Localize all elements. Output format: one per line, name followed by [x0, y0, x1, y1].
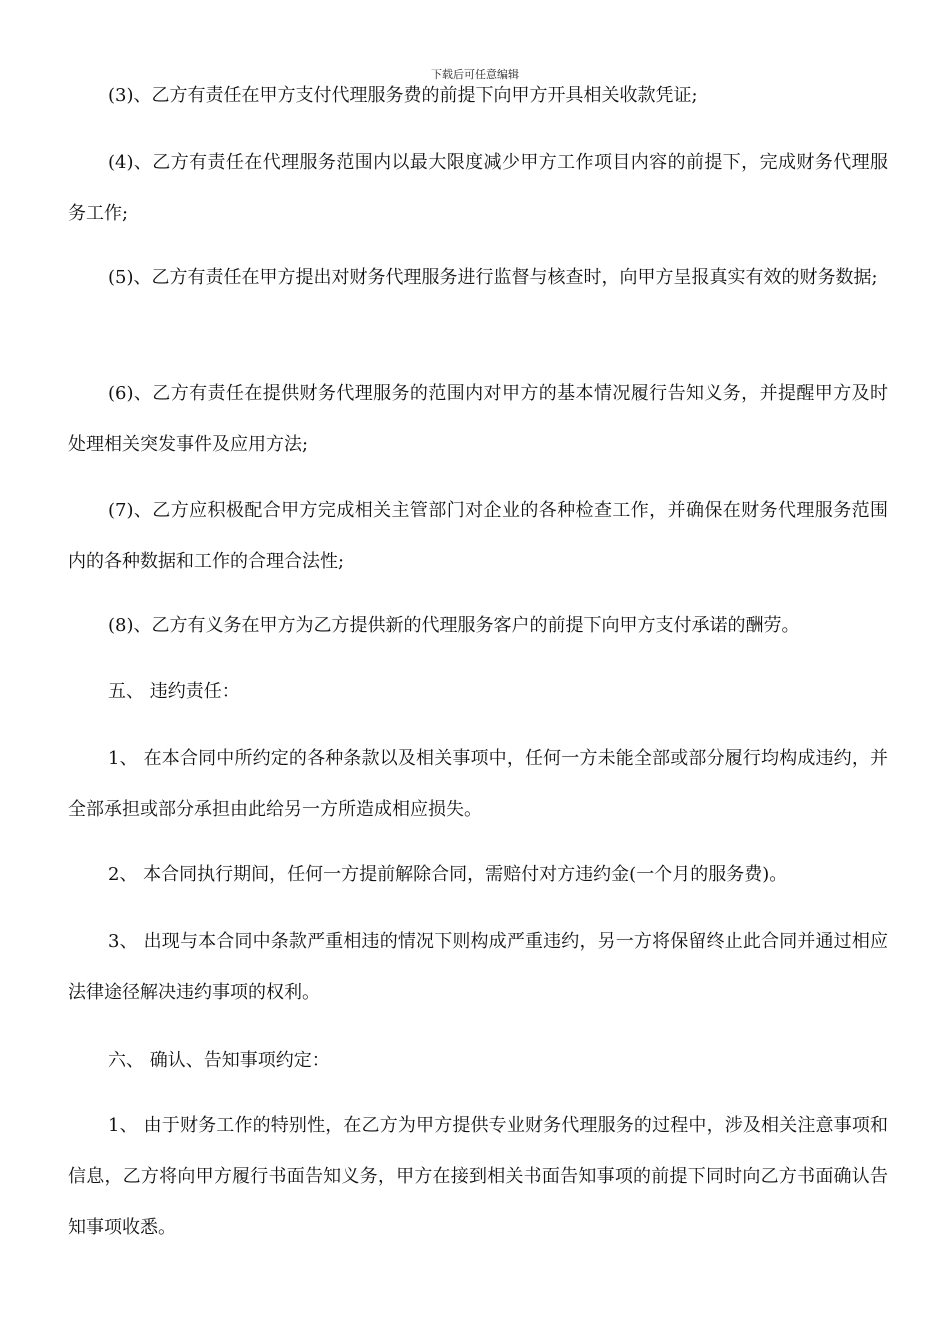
clause-6: (6)、乙方有责任在提供财务代理服务的范围内对甲方的基本情况履行告知义务，并提醒甲方及时处理相关突发事件及应用方法;	[68, 383, 888, 455]
clause-5: (5)、乙方有责任在甲方提出对财务代理服务进行监督与核查时，向甲方呈报真实有效的财务数据;	[108, 267, 878, 288]
header-note: 下载后可任意编辑	[431, 68, 519, 81]
breach-item-1: 1、 在本合同中所约定的各种条款以及相关事项中，任何一方未能全部或部分履行均构成违约，并全部承担或部分承担由此给另一方所造成相应损失。	[68, 748, 888, 820]
section-6-heading: 六、 确认、告知事项约定：	[108, 1050, 330, 1071]
breach-item-3: 3、 出现与本合同中条款严重相违的情况下则构成严重违约，另一方将保留终止此合同并通过相应法律途径解决违约事项的权利。	[68, 931, 888, 1003]
confirm-item-1: 1、 由于财务工作的特别性，在乙方为甲方提供专业财务代理服务的过程中，涉及相关注意事项和信息，乙方将向甲方履行书面告知义务，甲方在接到相关书面告知事项的前提下同时向乙方书面确认告知事项收悉。	[68, 1115, 888, 1238]
breach-item-2: 2、 本合同执行期间，任何一方提前解除合同，需赔付对方违约金(一个月的服务费)。	[108, 864, 788, 885]
clause-7: (7)、乙方应积极配合甲方完成相关主管部门对企业的各种检查工作，并确保在财务代理服务范围内的各种数据和工作的合理合法性;	[68, 500, 888, 572]
clause-8: (8)、乙方有义务在甲方为乙方提供新的代理服务客户的前提下向甲方支付承诺的酬劳。	[108, 615, 800, 636]
section-5-heading: 五、 违约责任：	[108, 681, 240, 702]
clause-3: (3)、乙方有责任在甲方支付代理服务费的前提下向甲方开具相关收款凭证;	[108, 85, 698, 106]
clause-4: (4)、乙方有责任在代理服务范围内以最大限度减少甲方工作项目内容的前提下，完成财务代理服务工作;	[68, 152, 888, 224]
